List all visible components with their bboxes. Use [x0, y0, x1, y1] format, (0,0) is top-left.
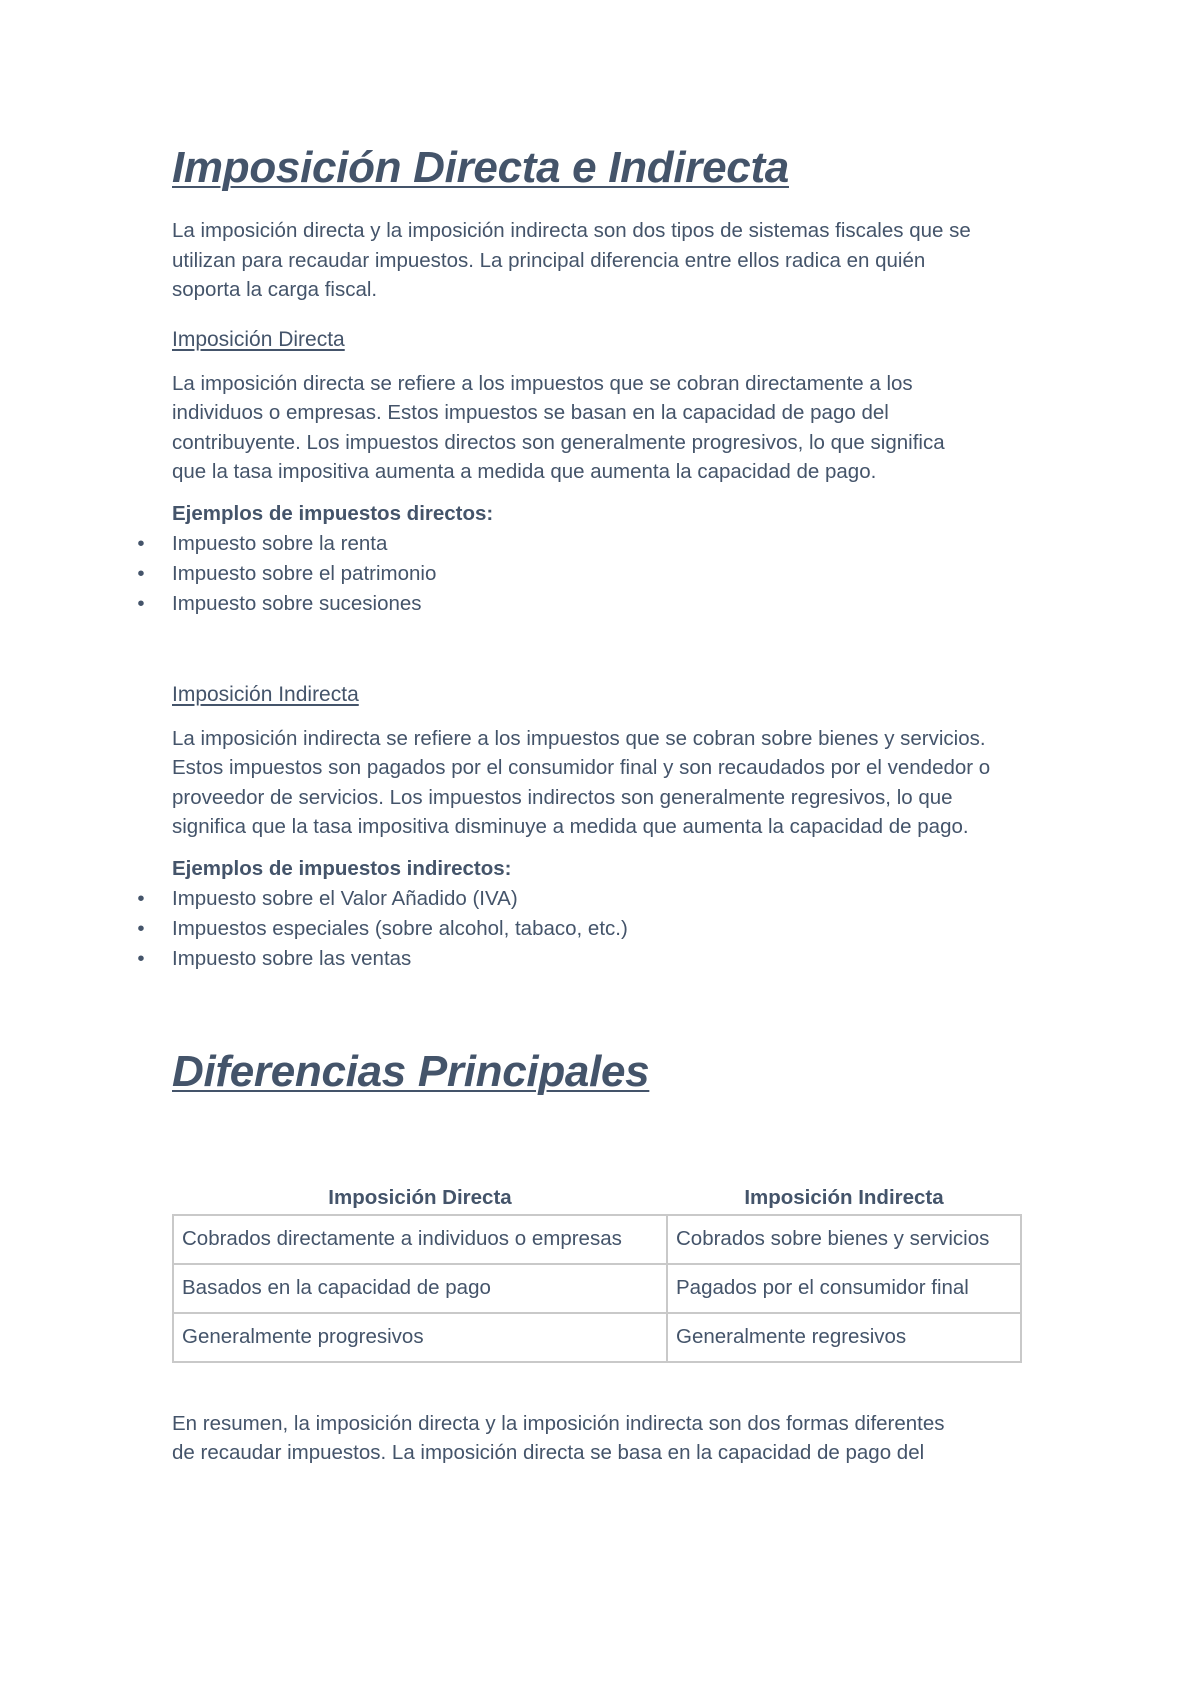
bullet-icon: • — [137, 561, 145, 585]
table-cell: Generalmente regresivos — [667, 1313, 1021, 1362]
table-cell: Cobrados directamente a individuos o empresas — [173, 1215, 667, 1264]
bullet-icon: • — [137, 916, 145, 940]
direct-heading: Imposición Directa — [172, 327, 345, 351]
table-header-indirect: Imposición Indirecta — [744, 1185, 944, 1209]
intro-paragraph: La imposición directa y la imposición indirecta son dos tipos de sistemas fiscales que se utilizan para recaudar impuestos. La principal diferencia entre ellos radica en quién soporta la carga fiscal. — [172, 219, 971, 301]
list-item-text: Impuesto sobre la renta — [172, 531, 388, 555]
table-header-row — [173, 1178, 1021, 1215]
direct-examples-list — [137, 529, 1032, 619]
bullet-icon: • — [137, 886, 145, 910]
list-item — [137, 589, 1032, 619]
summary-line: de recaudar impuestos. La imposición directa se basa en la capacidad de pago del — [172, 1441, 925, 1464]
table-cell: Basados en la capacidad de pago — [173, 1264, 667, 1313]
list-item-text: Impuesto sobre las ventas — [172, 946, 412, 970]
list-item — [137, 529, 1032, 559]
indirect-examples-label: Ejemplos de impuestos indirectos: — [172, 856, 512, 880]
indirect-heading: Imposición Indirecta — [172, 682, 359, 706]
direct-paragraph: La imposición directa se refiere a los impuestos que se cobran directamente a los individuos o empresas. Estos impuestos se basan en la capacidad de pago del contribuyente. Los impuestos directos son generalmente progresivos, lo que significa que la tasa impositiva aumenta a medida que aumenta la capacidad de pago. — [172, 371, 945, 483]
bullet-icon: • — [137, 531, 145, 555]
table-row — [173, 1215, 1021, 1264]
list-item — [137, 884, 1032, 914]
list-item-text: Impuesto sobre sucesiones — [172, 591, 422, 615]
list-item — [137, 944, 1032, 974]
table-cell: Generalmente progresivos — [173, 1313, 667, 1362]
list-item — [137, 914, 1032, 944]
table-row — [173, 1313, 1021, 1362]
list-item-text: Impuestos especiales (sobre alcohol, tabaco, etc.) — [172, 916, 628, 940]
table-row — [173, 1264, 1021, 1313]
list-item — [137, 559, 1032, 589]
table-cell: Pagados por el consumidor final — [667, 1264, 1021, 1313]
list-item-text: Impuesto sobre el Valor Añadido (IVA) — [172, 886, 518, 910]
bullet-icon: • — [137, 591, 145, 615]
list-item-text: Impuesto sobre el patrimonio — [172, 561, 437, 585]
document-page — [137, 140, 1032, 1468]
bullet-icon: • — [137, 946, 145, 970]
direct-examples-label: Ejemplos de impuestos directos: — [172, 501, 494, 525]
comparison-table — [172, 1178, 1022, 1363]
indirect-paragraph: La imposición indirecta se refiere a los impuestos que se cobran sobre bienes y servicios. Estos impuestos son pagados por el consumidor final y son recaudados por el vendedor o proveedor de servicios. Los impuestos indirectos son generalmente regresivos, lo que significa que la tasa impositiva disminuye a medida que aumenta la capacidad de pago. — [172, 726, 991, 838]
summary-line: En resumen, la imposición directa y la imposición indirecta son dos formas diferentes — [172, 1411, 945, 1435]
table-cell: Cobrados sobre bienes y servicios — [667, 1215, 1021, 1264]
table-header-direct: Imposición Directa — [328, 1185, 512, 1209]
summary-paragraph — [172, 1409, 1032, 1468]
document-title: Imposición Directa e Indirecta — [172, 143, 789, 192]
indirect-examples-list — [137, 884, 1032, 974]
differences-title: Diferencias Principales — [172, 1046, 650, 1096]
